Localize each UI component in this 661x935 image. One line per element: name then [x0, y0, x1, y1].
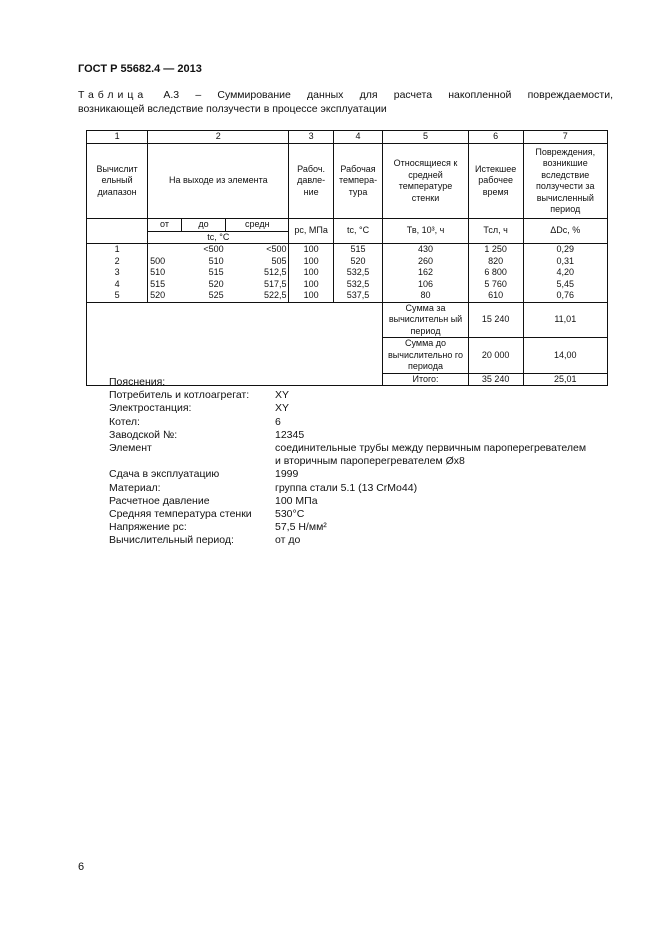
table-row — [87, 279, 608, 291]
summary-table — [86, 130, 608, 386]
cell-range: 3 — [87, 267, 148, 279]
cell-wall-temp: 80 — [383, 290, 468, 302]
cell-temperature: 520 — [333, 256, 383, 268]
cell-range: 5 — [87, 290, 148, 302]
note-row — [109, 468, 299, 481]
unit-temperature: tc, °С — [333, 219, 383, 244]
cell-avg: 505 — [226, 256, 289, 268]
cell-elapsed-time: 820 — [468, 256, 523, 268]
header-pressure: Рабоч. давле- ние — [289, 144, 333, 219]
col-number: 3 — [289, 131, 333, 144]
unit-damage: ΔDc, % — [523, 219, 607, 244]
cell-elapsed-time: 6 800 — [468, 267, 523, 279]
note-row — [109, 481, 418, 495]
cell-avg: 517,5 — [226, 279, 289, 291]
note-value: и вторичным пароперегревателем Øx8 — [275, 455, 465, 468]
note-label: Потребитель и котлоагрегат: — [109, 389, 250, 402]
column-number-row — [87, 131, 608, 144]
sum-damage: 14,00 — [523, 338, 607, 374]
header-wall-temp: Относящиеся к средней температуре стенки — [383, 144, 468, 219]
note-value: соединительные трубы между первичным пароперегревателем — [275, 441, 587, 454]
caption-title-part1: А.3 – Суммирование данных для расчета накопленной повреждаемости, — [147, 89, 613, 101]
col-number: 5 — [383, 131, 468, 144]
sum-damage: 11,01 — [523, 302, 607, 338]
cell-elapsed-time: 1 250 — [468, 244, 523, 256]
note-row — [109, 521, 327, 534]
note-row — [109, 534, 301, 547]
cell-temperature: 532,5 — [333, 279, 383, 291]
caption-line-1 — [78, 88, 613, 102]
cell-to: 515 — [208, 267, 224, 277]
cell-elapsed-time: 5 760 — [468, 279, 523, 291]
cell-from: 515 — [148, 279, 182, 291]
cell-elapsed-time: 610 — [468, 290, 523, 302]
cell-pressure: 100 — [289, 256, 333, 268]
unit-row-1 — [87, 219, 608, 232]
note-row — [109, 507, 305, 521]
cell-damage: 0,31 — [523, 256, 607, 268]
unit-outlet-temp: tc, °С — [148, 231, 289, 244]
note-label: Сдача в эксплуатацию — [109, 468, 220, 481]
cell-to: 525 — [181, 290, 225, 302]
cell-temperature: 515 — [333, 244, 383, 256]
cell-pressure: 100 — [289, 244, 333, 256]
note-label: Средняя температура стенки — [109, 507, 252, 520]
sum-row — [87, 302, 608, 338]
cell-damage: 4,20 — [523, 267, 607, 279]
note-value: от до — [275, 534, 301, 547]
cell-range: 2 — [87, 256, 148, 268]
cell-to: 510 — [208, 255, 224, 266]
total-time: 35 240 — [468, 373, 523, 386]
document-header: ГОСТ Р 55682.4 — 2013 — [78, 63, 202, 75]
header-temperature: Рабочая темпера- тура — [333, 144, 383, 219]
cell-range: 1 — [87, 244, 148, 256]
header-elapsed-time: Истекшее рабочее время — [468, 144, 523, 219]
cell-wall-temp: 260 — [383, 256, 468, 268]
unit-elapsed-time: Тсл, ч — [468, 219, 523, 244]
note-value: 12345 — [275, 428, 305, 441]
col-number: 7 — [523, 131, 607, 144]
total-damage: 25,01 — [523, 373, 607, 386]
notes-list — [109, 389, 587, 547]
note-row — [109, 455, 465, 468]
note-label: Вычислительный период: — [109, 534, 234, 547]
note-value: 57,5 Н/мм² — [275, 521, 327, 534]
note-label: Напряжение pc: — [109, 521, 187, 534]
cell-to: <500 — [181, 244, 225, 256]
cell-wall-temp: 106 — [383, 279, 468, 291]
col-number: 2 — [148, 131, 289, 144]
col-number: 6 — [468, 131, 523, 144]
note-label: Элемент — [109, 441, 152, 454]
cell-to: 520 — [208, 278, 224, 289]
note-value: группа стали 5.1 (13 CrMo44) — [275, 481, 418, 494]
cell-pressure: 100 — [289, 279, 333, 291]
header-element-outlet: На выходе из элемента — [148, 144, 289, 219]
cell-from: 500 — [148, 256, 182, 268]
cell-temperature: 532,5 — [333, 267, 383, 279]
sum-label: Сумма до вычислительно го периода — [383, 338, 468, 374]
note-label: Материал: — [109, 481, 161, 494]
unit-avg: средн — [226, 219, 289, 232]
cell-from: 510 — [148, 267, 182, 279]
caption-table-word: Таблица — [78, 89, 148, 101]
notes-title: Пояснения: — [109, 376, 166, 388]
note-value: XY — [275, 402, 290, 415]
note-row — [109, 389, 290, 402]
col-number: 1 — [87, 131, 148, 144]
cell-damage: 0,76 — [523, 290, 607, 302]
page-number: 6 — [78, 861, 85, 873]
total-label: Итого: — [383, 373, 468, 386]
sum-time: 20 000 — [468, 338, 523, 374]
sum-label: Сумма за вычислительн ый период — [383, 302, 468, 338]
note-row — [109, 428, 305, 442]
note-row — [109, 494, 318, 508]
table-row — [87, 267, 608, 279]
table-caption — [78, 88, 613, 116]
unit-to: до — [181, 219, 225, 232]
sum-time: 15 240 — [468, 302, 523, 338]
note-label: Расчетное давление — [109, 494, 210, 507]
unit-pressure: pc, МПа — [289, 219, 333, 244]
table-row — [87, 244, 608, 256]
unit-from: от — [148, 219, 182, 232]
header-damage: Повреждения, возникшие вследствие ползучести за вычисленный период — [523, 144, 607, 219]
cell-wall-temp: 162 — [383, 267, 468, 279]
note-value: 530°С — [275, 507, 305, 520]
cell-range: 4 — [87, 279, 148, 291]
header-row — [87, 144, 608, 219]
cell-from: 520 — [148, 290, 182, 302]
unit-wall-temp: Тв, 10³, ч — [383, 219, 468, 244]
cell-avg: 512,5 — [226, 267, 289, 279]
cell-temperature: 537,5 — [333, 290, 383, 302]
note-label: Электростанция: — [109, 402, 192, 415]
cell-damage: 5,45 — [523, 279, 607, 291]
note-label: Котел: — [109, 415, 140, 428]
cell-avg: 522,5 — [226, 290, 289, 302]
table-row — [87, 290, 608, 302]
table-row — [87, 256, 608, 268]
note-row — [109, 402, 290, 415]
cell-damage: 0,29 — [523, 244, 607, 256]
note-row — [109, 415, 281, 429]
caption-line-2: возникающей вследствие ползучести в процессе эксплуатации — [78, 103, 387, 115]
cell-pressure: 100 — [289, 267, 333, 279]
note-row — [109, 441, 587, 455]
note-label: Заводской №: — [109, 428, 178, 441]
note-value: 6 — [275, 415, 281, 428]
note-value: 100 МПа — [275, 494, 318, 507]
col-number: 4 — [333, 131, 383, 144]
note-value: 1999 — [275, 468, 299, 481]
note-value: XY — [275, 389, 290, 402]
cell-pressure: 100 — [289, 290, 333, 302]
header-range: Вычислит ельный диапазон — [87, 144, 148, 219]
cell-avg: <500 — [226, 244, 289, 256]
cell-from — [148, 244, 182, 256]
sum-empty-block — [87, 302, 383, 386]
cell-wall-temp: 430 — [383, 244, 468, 256]
